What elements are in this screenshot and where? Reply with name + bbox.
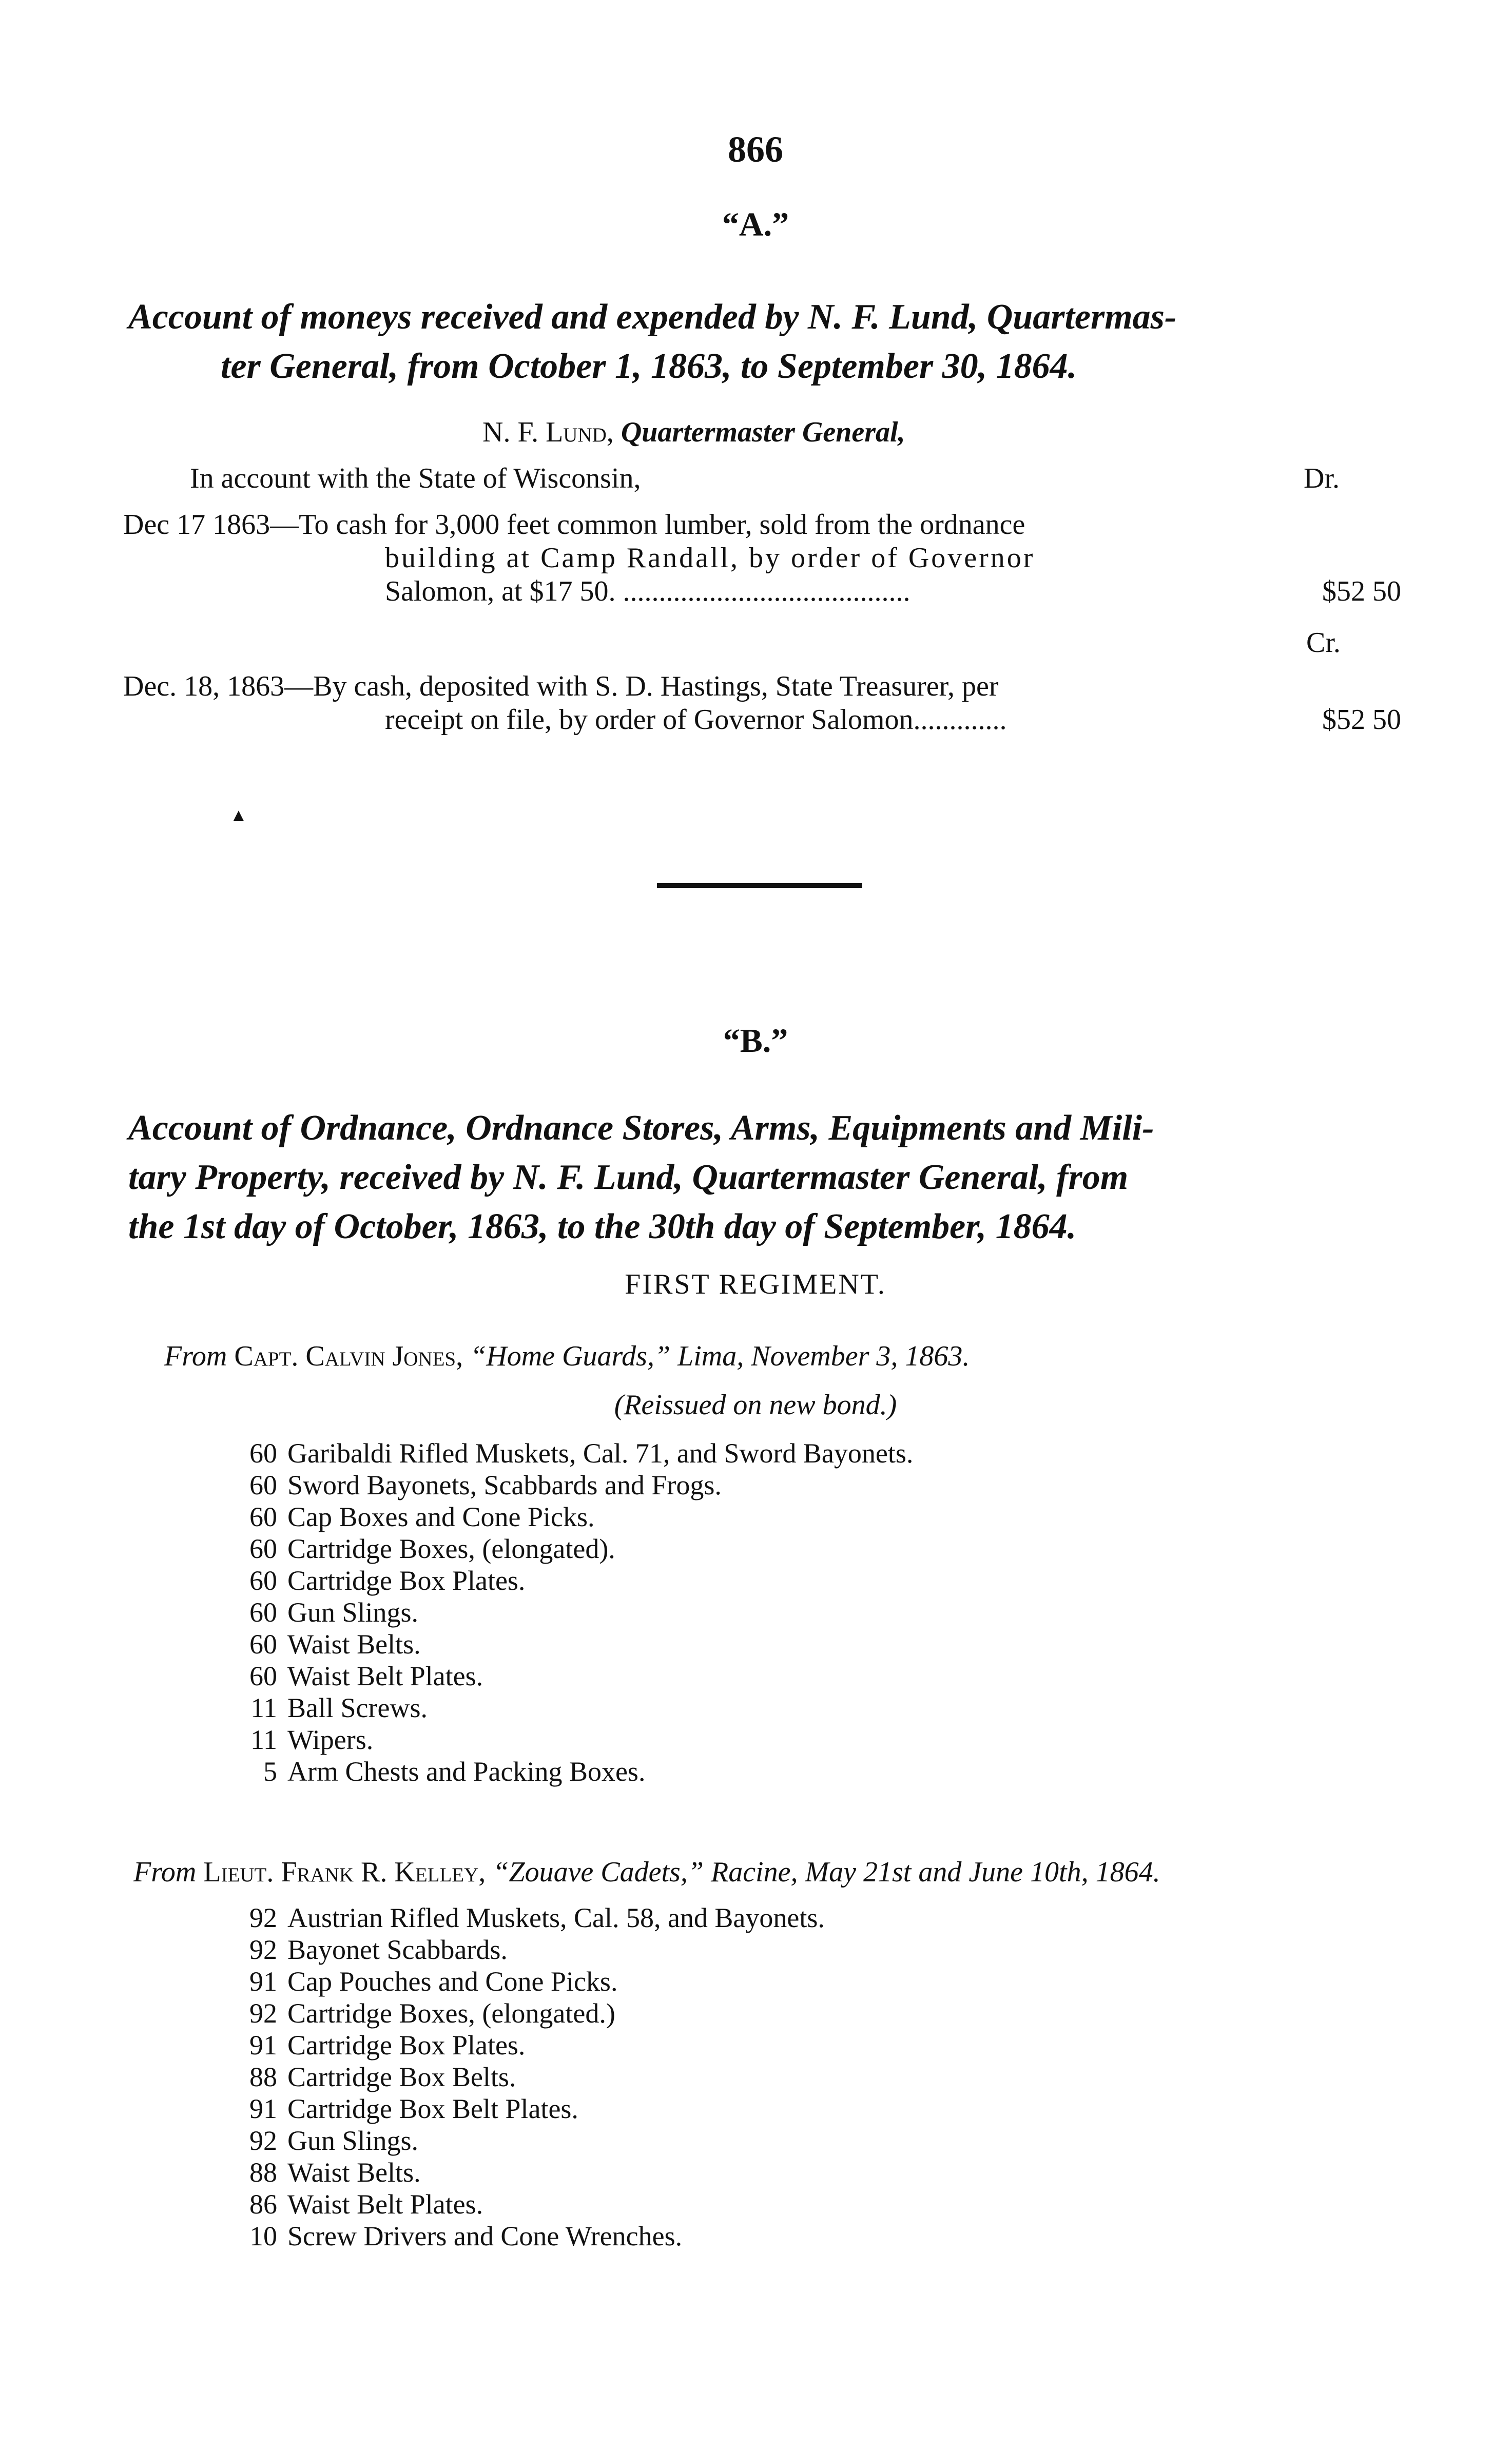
credit-entry-line-1: Dec. 18, 1863—By cash, deposited with S. D. Hastings, State Treasurer, per — [123, 670, 999, 702]
list-item: 60 Garibaldi Rifled Muskets, Cal. 71, and Sword Bayonets. — [249, 1438, 914, 1469]
list-item: 60 Gun Slings. — [249, 1597, 419, 1628]
account-heading — [482, 416, 905, 449]
list-item: 92 Gun Slings. — [249, 2125, 419, 2156]
list-item: 88 Waist Belts. — [249, 2157, 421, 2188]
group-1-from-word: From — [164, 1340, 227, 1372]
group-2-source-line — [133, 1856, 1160, 1889]
list-item: 86 Waist Belt Plates. — [249, 2189, 483, 2220]
list-item: 92 Austrian Rifled Muskets, Cal. 58, and Bayonets. — [249, 1902, 825, 1933]
group-1-source: Capt. Calvin Jones, — [234, 1340, 463, 1372]
list-item: 91 Cartridge Box Plates. — [249, 2030, 526, 2061]
list-item: 91 Cartridge Box Belt Plates. — [249, 2093, 578, 2124]
regiment-heading: FIRST REGIMENT. — [625, 1268, 886, 1300]
section-b-title — [128, 1104, 1401, 1252]
group-2-detail: “Zouave Cadets,” Racine, May 21st and June 10th, 1864. — [493, 1856, 1160, 1888]
list-item: 92 Cartridge Boxes, (elongated.) — [249, 1998, 615, 2029]
group-2-item-list — [226, 1902, 825, 2252]
list-item: 60 Cartridge Box Plates. — [249, 1565, 526, 1596]
account-holder: N. F. Lund, — [482, 416, 614, 448]
list-item: 5 Arm Chests and Packing Boxes. — [263, 1756, 646, 1787]
section-divider-rule — [657, 883, 862, 888]
section-a-title-line-2: ter General, from October 1, 1863, to September 30, 1864. — [221, 346, 1077, 386]
group-1-detail: “Home Guards,” Lima, November 3, 1863. — [470, 1340, 970, 1372]
list-item: 60 Waist Belt Plates. — [249, 1661, 483, 1691]
credit-amount: $52 50 — [1322, 704, 1401, 736]
list-item: 88 Cartridge Box Belts. — [249, 2062, 516, 2092]
list-item: 10 Screw Drivers and Cone Wrenches. — [249, 2221, 683, 2251]
list-item: 91 Cap Pouches and Cone Picks. — [249, 1966, 618, 1997]
list-item: 60 Sword Bayonets, Scabbards and Frogs. — [249, 1470, 722, 1500]
section-b-title-line-2: tary Property, received by N. F. Lund, Quartermaster General, from — [128, 1158, 1129, 1197]
list-item: 11 Wipers. — [250, 1724, 374, 1755]
credit-entry-line-2: receipt on file, by order of Governor Salomon............. — [385, 704, 1007, 736]
print-mark: ▲ — [230, 806, 247, 825]
debit-entry-line-1: Dec 17 1863—To cash for 3,000 feet common lumber, sold from the ordnance — [123, 509, 1025, 541]
group-1-source-line — [164, 1340, 970, 1373]
section-b-title-line-1: Account of Ordnance, Ordnance Stores, Arms, Equipments and Mili- — [128, 1108, 1154, 1148]
section-b-label: “B.” — [723, 1022, 788, 1060]
list-item: 11 Ball Screws. — [250, 1692, 428, 1723]
group-1-item-list — [226, 1437, 913, 1787]
group-2-source: Lieut. Frank R. Kelley, — [203, 1856, 486, 1888]
list-item: 60 Cartridge Boxes, (elongated). — [249, 1533, 615, 1564]
list-item: 60 Waist Belts. — [249, 1629, 421, 1660]
cr-label: Cr. — [1306, 627, 1341, 659]
dr-label: Dr. — [1304, 463, 1340, 494]
section-a-title — [128, 293, 1401, 391]
group-2-from-word: From — [133, 1856, 197, 1888]
page-number: 866 — [728, 129, 783, 170]
debit-entry-line-3: Salomon, at $17 50. ........................................ — [385, 575, 911, 607]
debit-amount: $52 50 — [1322, 575, 1401, 607]
account-holder-role: Quartermaster General, — [621, 416, 905, 448]
group-1-note: (Reissued on new bond.) — [614, 1389, 897, 1421]
list-item: 92 Bayonet Scabbards. — [249, 1934, 508, 1965]
in-account-line: In account with the State of Wisconsin, — [190, 463, 641, 494]
section-a-title-line-1: Account of moneys received and expended by N. F. Lund, Quartermas- — [128, 297, 1177, 337]
section-b-title-line-3: the 1st day of October, 1863, to the 30th day of September, 1864. — [128, 1207, 1077, 1246]
section-a-label: “A.” — [722, 206, 789, 243]
list-item: 60 Cap Boxes and Cone Picks. — [249, 1502, 595, 1532]
debit-entry-line-2: building at Camp Randall, by order of Governor — [385, 542, 1035, 574]
